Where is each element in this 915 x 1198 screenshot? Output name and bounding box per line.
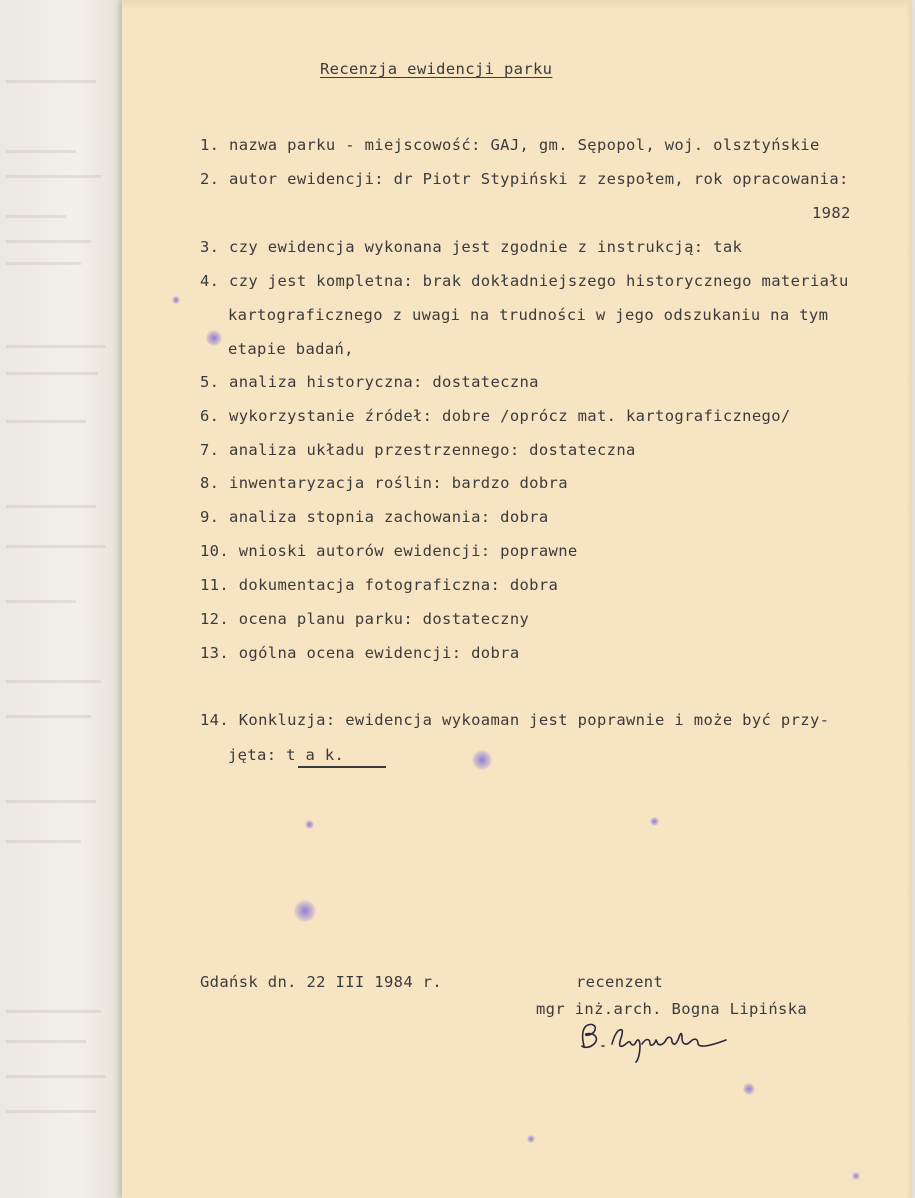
purple-ink-spot	[172, 296, 180, 304]
item-4-line-2: kartograficznego z uwagi na trudności w jego odszukaniu na tym	[228, 306, 829, 324]
reviewer-name: mgr inż.arch. Bogna Lipińska	[536, 1000, 808, 1018]
item-4-line-3: etapie badań,	[228, 340, 354, 358]
purple-ink-spot	[294, 900, 316, 922]
item-7: 7. analiza układu przestrzennego: dostateczna	[200, 441, 636, 459]
item-14-line-2: jęta: t a k.	[228, 746, 345, 764]
item-5: 5. analiza historyczna: dostateczna	[200, 373, 539, 391]
item-9: 9. analiza stopnia zachowania: dobra	[200, 508, 549, 526]
purple-ink-spot	[650, 817, 659, 826]
item-4: 4. czy jest kompletna: brak dokładniejszego historycznego materiału	[200, 272, 849, 290]
reviewer-role: recenzent	[576, 973, 664, 991]
item-3: 3. czy ewidencja wykonana jest zgodnie z instrukcją: tak	[200, 238, 743, 256]
conclusion-underline	[298, 766, 386, 768]
purple-ink-spot	[852, 1172, 860, 1180]
item-12: 12. ocena planu parku: dostateczny	[200, 610, 530, 628]
purple-ink-spot	[206, 330, 222, 346]
place-and-date: Gdańsk dn. 22 III 1984 r.	[200, 973, 443, 991]
item-1: 1. nazwa parku - miejscowość: GAJ, gm. Sępopol, woj. olsztyńskie	[200, 136, 820, 154]
underlying-page-edge	[0, 0, 125, 1198]
item-11: 11. dokumentacja fotograficzna: dobra	[200, 576, 559, 594]
handwritten-signature	[570, 1016, 750, 1064]
document-title: Recenzja ewidencji parku	[320, 60, 553, 78]
review-page	[122, 0, 912, 1198]
purple-ink-spot	[743, 1083, 755, 1095]
item-8: 8. inwentaryzacja roślin: bardzo dobra	[200, 474, 568, 492]
item-13: 13. ogólna ocena ewidencji: dobra	[200, 644, 520, 662]
item-10: 10. wnioski autorów ewidencji: poprawne	[200, 542, 578, 560]
purple-ink-spot	[527, 1135, 535, 1143]
item-6: 6. wykorzystanie źródeł: dobre /oprócz mat. kartograficznego/	[200, 407, 791, 425]
item-14: 14. Konkluzja: ewidencja wykoaman jest poprawnie i może być przy-	[200, 711, 830, 729]
item-2-year: 1982	[812, 204, 851, 222]
item-2: 2. autor ewidencji: dr Piotr Stypiński z zespołem, rok opracowania:	[200, 170, 849, 188]
purple-ink-spot	[305, 820, 314, 829]
purple-ink-spot	[472, 750, 492, 770]
